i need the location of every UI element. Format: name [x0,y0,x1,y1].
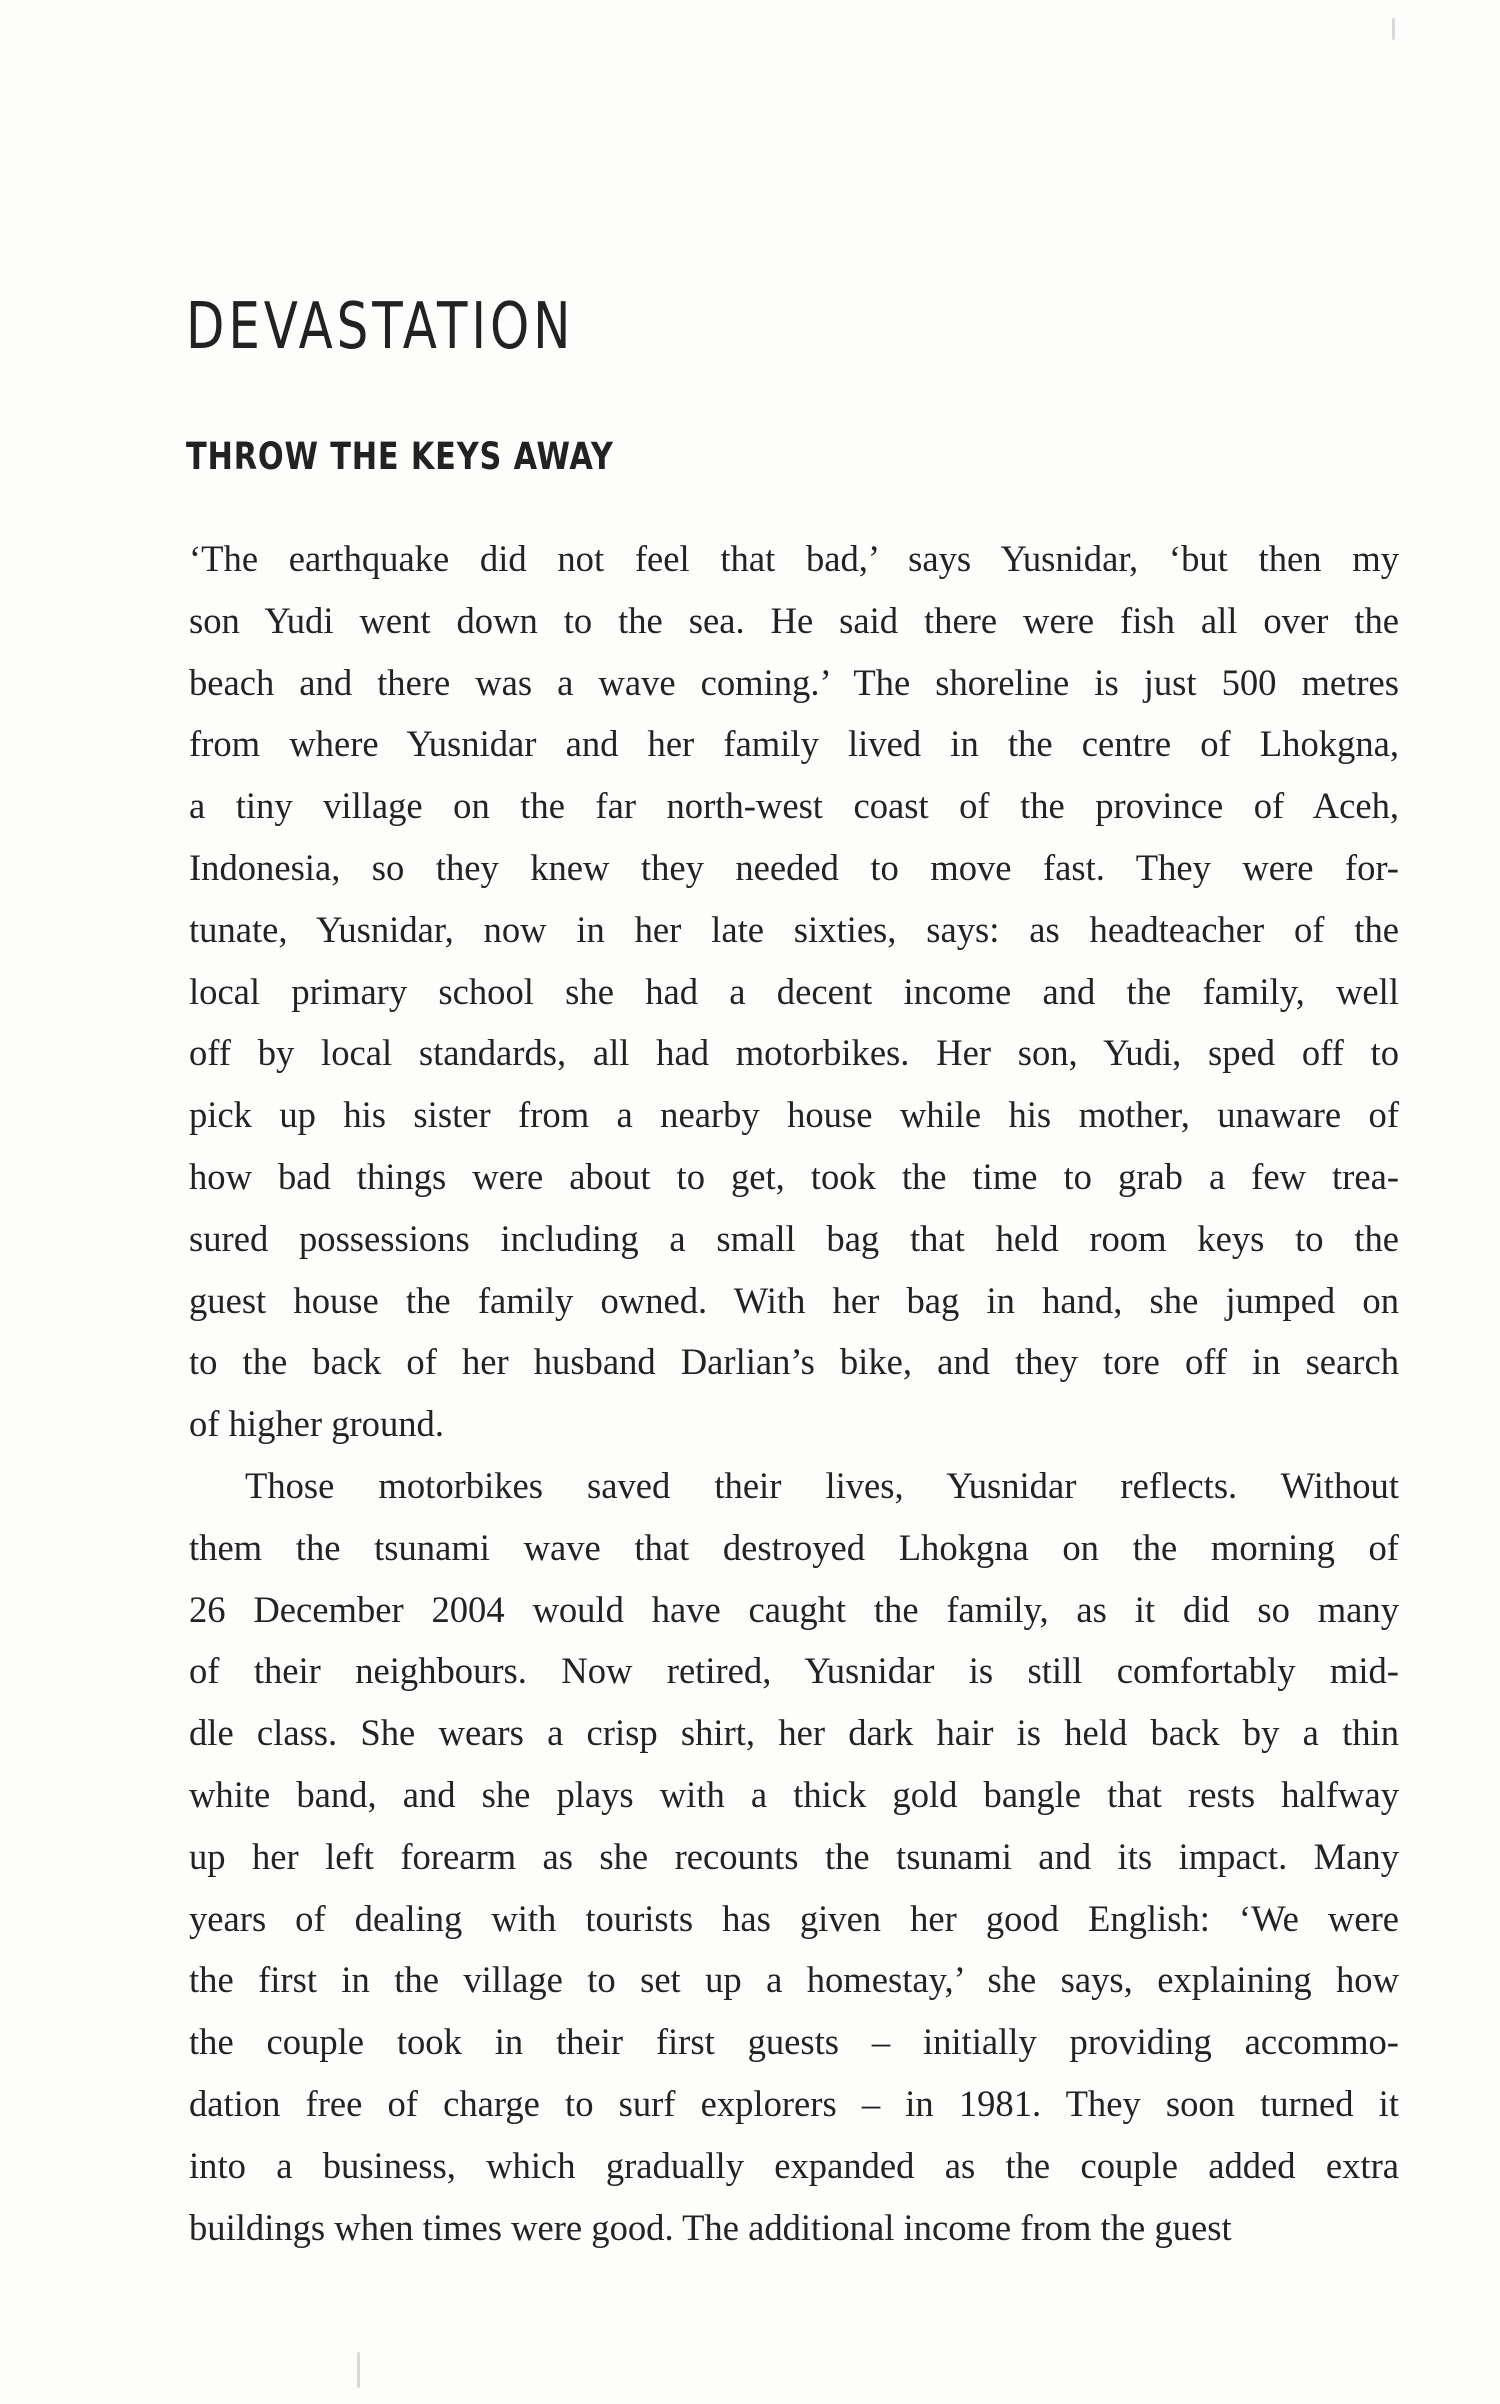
text-line: pick up his sister from a nearby house while his mother, unaware of [189,1094,1399,1136]
text-line: them the tsunami wave that destroyed Lhokgna on the morning of [189,1526,1399,1568]
text-line: off by local standards, all had motorbikes. Her son, Yudi, sped off to [189,1032,1399,1074]
text-line: the first in the village to set up a homestay,’ she says, explaining how [189,1959,1399,2001]
text-line: the couple took in their first guests – initially providing accommo- [189,2021,1399,2063]
text-line: son Yudi went down to the sea. He said there were fish all over the [189,599,1399,641]
text-line: beach and there was a wave coming.’ The shoreline is just 500 metres [189,661,1399,703]
text-line: ‘The earthquake did not feel that bad,’ says Yusnidar, ‘but then my [189,538,1399,579]
text-line: guest house the family owned. With her bag in hand, she jumped on [189,1279,1399,1321]
text-line: up her left forearm as she recounts the tsunami and its impact. Many [189,1835,1399,1877]
paragraph-2 [189,1455,1399,2258]
scan-mark-bottom [357,2352,360,2388]
text-line: years of dealing with tourists has given her good English: ‘We were [189,1897,1399,1939]
text-line: Those motorbikes saved their lives, Yusnidar reflects. Without [245,1464,1399,1506]
text-line: tunate, Yusnidar, now in her late sixties, says: as headteacher of the [189,908,1399,950]
text-line: white band, and she plays with a thick gold bangle that rests halfway [189,1773,1399,1815]
paragraph-1 [189,528,1399,1455]
text-line: local primary school she had a decent income and the family, well [189,970,1399,1012]
text-line: 26 December 2004 would have caught the family, as it did so many [189,1588,1399,1630]
text-line: how bad things were about to get, took the time to grab a few trea- [189,1155,1399,1197]
chapter-title: DEVASTATION [186,290,575,364]
scan-mark-top [1392,18,1395,40]
text-line: dation free of charge to surf explorers – in 1981. They soon turned it [189,2082,1399,2124]
text-line: a tiny village on the far north-west coast of the province of Aceh, [189,785,1399,827]
text-line: Indonesia, so they knew they needed to move fast. They were for- [189,846,1399,888]
text-line: into a business, which gradually expanded as the couple added extra [189,2144,1399,2186]
text-line: of their neighbours. Now retired, Yusnidar is still comfortably mid- [189,1650,1399,1692]
text-line: sured possessions including a small bag that held room keys to the [189,1217,1399,1259]
text-line: to the back of her husband Darlian’s bike, and they tore off in search [189,1341,1399,1383]
text-line: from where Yusnidar and her family lived in the centre of Lhokgna, [189,723,1399,765]
text-line: buildings when times were good. The additional income from the guest [189,2206,1232,2248]
body-text [189,528,1399,2258]
text-line: dle class. She wears a crisp shirt, her dark hair is held back by a thin [189,1712,1399,1754]
text-line: of higher ground. [189,1403,444,1445]
section-title: THROW THE KEYS AWAY [186,435,614,478]
